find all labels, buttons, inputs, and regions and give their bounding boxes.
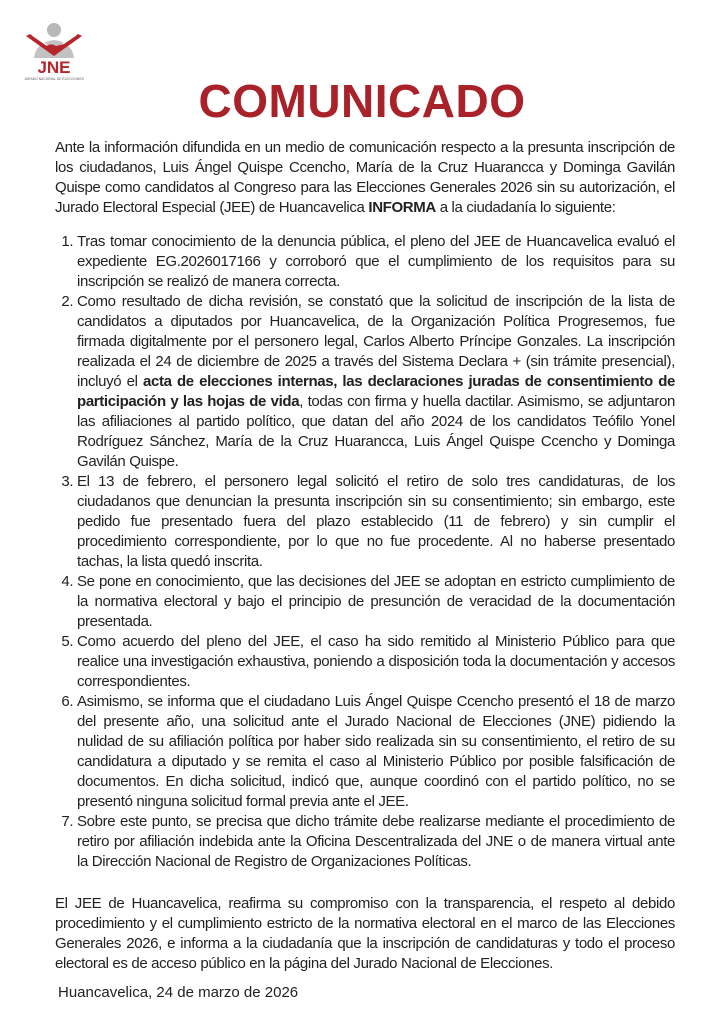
- list-item-7: [77, 812, 675, 872]
- list-item-text-end: , todas con firma y huella dactilar. Asimismo, se adjuntaron las afiliaciones al partido político, que datan del año 2024 de los candidatos Teófilo Yonel Rodríguez Sánchez, María de la Cruz Huarancca, Luis Ángel Quispe Ccencho y Dominga Gavilán Quispe.: [77, 393, 675, 470]
- page-title: COMUNICADO: [198, 75, 526, 127]
- jne-logo: [22, 22, 86, 82]
- intro-text-start: Ante la información difundida en un medio de comunicación respecto a la presunta inscripción de los ciudadanos, Luis Ángel Quispe Ccencho, María de la Cruz Huarancca y Dominga Gavilán Quispe como candidatos al Congreso para las Elecciones Generales 2026 sin su autorización, el Jurado Electoral Especial (JEE) de Huancavelica: [55, 139, 675, 216]
- list-item-2: [77, 292, 675, 472]
- list-item-text-start: Como resultado de dicha revisión, se constató que la solicitud de inscripción de la lista de candidatos a diputados por Huancavelica, de la Organización Política Progresemos, fue firmada digitalmente por el personero legal, Carlos Alberto Príncipe Gonzales. La inscripción realizada el 24 de diciembre de 2025 a través del Sistema Declara + (sin trámite presencial), incluyó el: [77, 293, 675, 390]
- intro-bold: INFORMA: [368, 199, 436, 216]
- intro-text-end: a la ciudadanía lo siguiente:: [435, 199, 616, 216]
- logo-subtitle: JURADO NACIONAL DE ELECCIONES: [24, 77, 84, 81]
- list-item-text: Como acuerdo del pleno del JEE, el caso ha sido remitido al Ministerio Público para que realice una investigación exhaustiva, poniendo a disposición toda la documentación y accesos correspondientes.: [77, 633, 675, 690]
- logo-acronym: JNE: [37, 58, 71, 77]
- list-item-5: [77, 632, 675, 692]
- list-item-text: El 13 de febrero, el personero legal solicitó el retiro de solo tres candidaturas, de los ciudadanos que denuncian la presunta inscripción sin su consentimiento; sin embargo, este pedido fue presentado fuera del plazo establecido (11 de febrero) y sin cumplir el procedimiento correspondiente, por lo que no fue procedente. Al no haberse presentado tachas, la lista quedó inscrita.: [77, 473, 675, 570]
- list-item-text: Sobre este punto, se precisa que dicho trámite debe realizarse mediante el procedimiento de retiro por afiliación indebida ante la Oficina Descentralizada del JNE o de manera virtual ante la Dirección Nacional de Registro de Organizaciones Políticas.: [77, 813, 675, 870]
- list-item-3: [77, 472, 675, 572]
- date-line: Huancavelica, 24 de marzo de 2026: [58, 984, 299, 1001]
- document-body: [55, 138, 675, 974]
- list-item-4: [77, 572, 675, 632]
- list-item-bold: acta de elecciones internas, las declaraciones juradas de consentimiento de participación y las hojas de vida: [77, 373, 676, 410]
- list-item-1: [77, 232, 675, 292]
- numbered-list: [55, 232, 675, 872]
- intro-paragraph: [55, 138, 675, 218]
- list-item-text: Asimismo, se informa que el ciudadano Luis Ángel Quispe Ccencho presentó el 18 de marzo del presente año, una solicitud ante el Jurado Nacional de Elecciones (JNE) pidiendo la nulidad de su afiliación política por haber sido realizada sin su consentimiento, el retiro de su candidatura a diputado y se remita el caso al Ministerio Público por posible falsificación de documentos. En dicha solicitud, indicó que, aunque coordinó con el partido político, no se presentó ninguna solicitud formal previa ante el JEE.: [77, 693, 675, 810]
- list-item-text: Tras tomar conocimiento de la denuncia pública, el pleno del JEE de Huancavelica evaluó el expediente EG.2026017166 y corroboró que el cumplimiento de los requisitos para su inscripción se realizó de manera correcta.: [77, 233, 675, 290]
- jne-emblem-icon: [22, 22, 86, 62]
- closing-paragraph: El JEE de Huancavelica, reafirma su compromiso con la transparencia, el respeto al debido procedimiento y el cumplimiento estricto de la normativa electoral en el marco de las Elecciones Generales 2026, e informa a la ciudadanía que la inscripción de candidaturas y todo el proceso electoral es de acceso público en la página del Jurado Nacional de Elecciones.: [55, 895, 675, 972]
- list-item-text: Se pone en conocimiento, que las decisiones del JEE se adoptan en estricto cumplimiento de la normativa electoral y bajo el principio de presunción de veracidad de la documentación presentada.: [77, 573, 675, 630]
- list-item-6: [77, 692, 675, 812]
